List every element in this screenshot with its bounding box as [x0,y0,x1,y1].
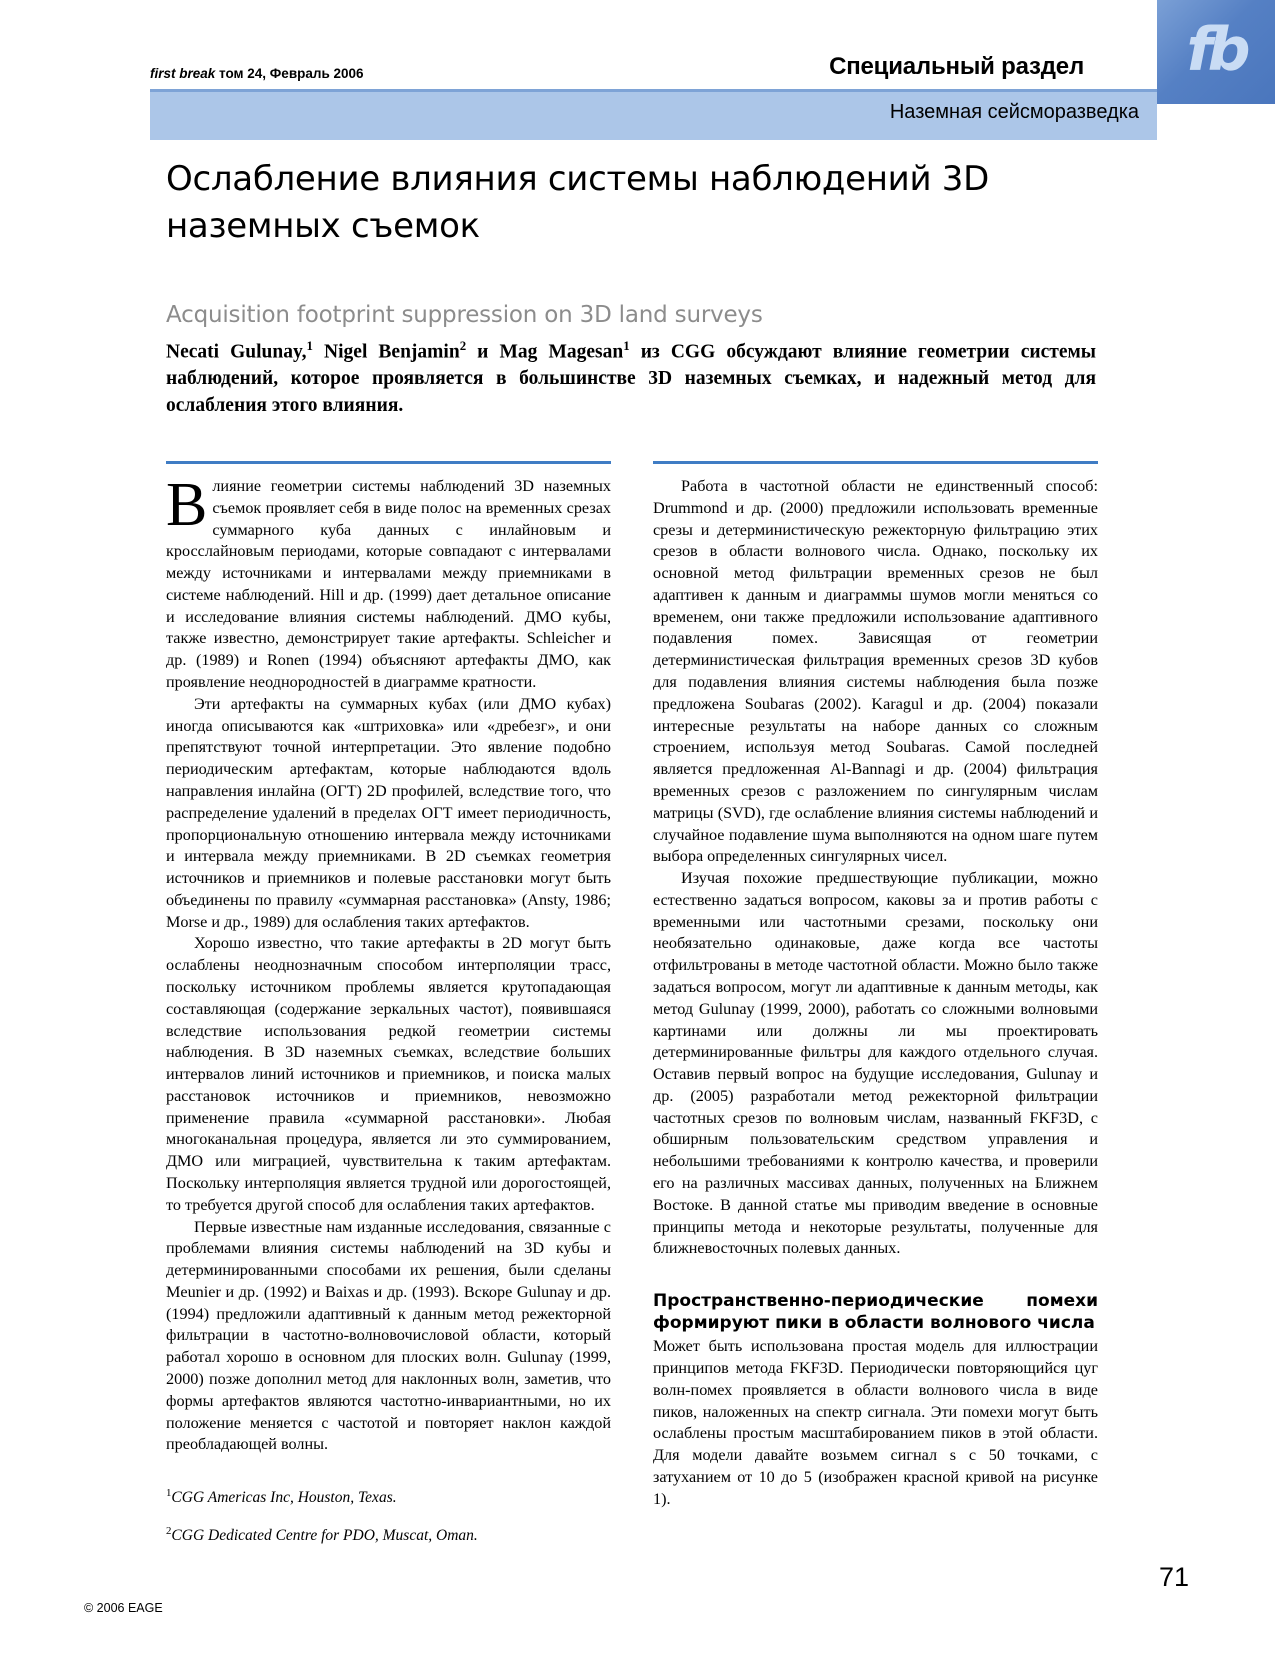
abstract-sup-2: 2 [459,339,467,353]
footnote-item [166,1525,611,1545]
page-header [0,0,1275,140]
body-paragraph: Эти артефакты на суммарных кубах (или ДМО кубах) иногда описываются как «штриховка» или «дребезг», и они препятствуют точной интерпретации. Это явление подобно периодическим артефактам, которые наблюдаются вдоль направления инлайна (ОГТ) 2D профилей, вследствие того, что распределение удалений в пределах ОГТ имеет периодичность, пропорциональную отношению интервала между источниками и интервала между приемниками. В 2D съемках геометрия источников и приемников и полевые расстановки могут быть объединены по правилу «суммарная расстановка» (Ansty, 1986; Morse и др., 1989) для ослабления таких артефактов. [166,694,611,931]
footnote-marker: 2 [166,1525,172,1538]
footnotes [166,1487,611,1563]
masthead-issue: том 24, Февраль 2006 [215,66,364,81]
subsection-label: Наземная сейсморазведка [889,101,1139,123]
footnote-text: CGG Dedicated Centre for PDO, Muscat, Oman. [171,1527,478,1545]
right-column [653,476,1098,1511]
drop-cap: В [166,471,208,539]
body-paragraph [166,471,611,694]
abstract-author-2: Nigel Benjamin [312,341,460,363]
section-title: Специальный раздел [829,53,1084,80]
left-column-rule [166,461,611,464]
abstract-body: из CGG обсуждают влияние геометрии системы наблюдений, которое проявляется в большинстве 3D наземных съемках, и надежный метод для ослабления этого влияния. [166,341,1096,417]
masthead-journal-name: first break [150,66,216,81]
body-paragraph: Работа в частотной области не единственный способ: Drummond и др. (2000) предложили использовать временные срезы и детерминистическую режекторную фильтрацию этих срезов в области волнового числа. Однако, поскольку их основной метод фильтрации временных срезов не был адаптивен к данным и диаграммы шумов могли меняться со временем, они также предложили использование адаптивного подавления помех. Зависящая от геометрии детерминистическая фильтрация временных срезов 3D кубов для подавления влияния системы наблюдения была позже предложена Soubaras (2002). Karagul и др. (2004) показали интересные результаты на наборе данных со сложным строением, используя метод Soubaras. Самой последней является предложенная Al-Bannagi и др. (2004) фильтрация временных срезов с разложением по сингулярным числам матрицы (SVD), где ослабление влияния системы наблюдений и случайное подавление шума выполняются на одном шаге путем выбора определенных сингулярных чисел. [653,477,1098,866]
abstract-sup-3: 1 [623,339,630,353]
masthead [150,66,364,81]
page-number: 71 [1158,1562,1189,1592]
abstract-author-3: и Mag Magesan [466,341,624,363]
fb-logo-icon: fb [1186,15,1246,85]
left-column [166,471,611,1456]
abstract-author-1: Necati Gulunay, [166,341,307,363]
page-subtitle: Acquisition footprint suppression on 3D land surveys [166,301,763,328]
section-heading: Пространственно-периодические помехи формируют пики в области волнового числа [653,1291,1098,1334]
body-paragraph: Первые известные нам изданные исследования, связанные с проблемами влияния системы наблюдений на 3D кубы и детерминированными способами их решения, были сделаны Meunier и др. (1992) и Baixas и др. (1993). Вскоре Gulunay и др. (1994) предложили адаптивный к данным метод режекторной фильтрации в частотно-волновочисловой области, который работал хорошо в основном для плоских волн. Gulunay (1999, 2000) позже дополнил метод для наклонных волн, заметив, что формы артефактов являются частотно-инвариантными, но их положение меняется с частотой и повторяет наклон каждой преобладающей волны. [166,1217,611,1454]
footnote-marker: 1 [166,1487,172,1499]
paragraph-text: лияние геометрии системы наблюдений 3D наземных съемок проявляет себя в виде полос на временных срезах суммарного куба данных с инлайновым и кросслайновым периодами, которые совпадают с интервалами между источниками и интервалами между приемниками в системе наблюдений. Hill и др. (1999) дает детальное описание и исследование влияния системы наблюдений. ДМО кубы, также известно, демонстрирует такие артефакты. Schleicher и др. (1989) и Ronen (1994) объясняют артефакты ДМО, как проявление неоднородностей в диаграмме кратности. [166,477,611,692]
right-column-rule [653,461,1098,464]
title-block [166,156,1096,328]
abstract-lead [166,338,1096,420]
body-paragraph: Хорошо известно, что такие артефакты в 2D могут быть ослаблены неоднозначным способом интерполяции трасс, поскольку источником проблемы является крутопадающая составляющая (содержание зеркальных частот), появившаяся вследствие использования редкой геометрии системы наблюдения. В 3D наземных съемках, вследствие больших интервалов линий источников и приемников, и поиска малых расстановок источников и приемников, невозможно применение правила «суммарной расстановки». Любая многоканальная процедура, является ли это суммированием, ДМО или миграцией, чувствительна к таким артефактам. Поскольку интерполяция является трудной или дорогостоящей, то требуется другой способ для ослабления таких артефактов. [166,934,611,1214]
subsection-band [150,92,1157,140]
publisher-logo [1157,0,1275,104]
footnote-item [166,1487,611,1507]
copyright-notice: © 2006 EAGE [84,1601,163,1615]
abstract-sup-1: 1 [306,339,313,353]
footnote-text: CGG Americas Inc, Houston, Texas. [171,1489,397,1507]
body-paragraph: Может быть использована простая модель для иллюстрации принципов метода FKF3D. Периодически повторяющийся цуг волн-помех проявляется в области волнового числа в виде пиков, наложенных на спектр сигнала. Эти помехи могут быть ослаблены простым масштабированием пиков в этой области. Для модели давайте возьмем сигнал s с 50 точками, с затуханием от 10 до 5 (изображен красной кривой на рисунке 1). [653,1337,1098,1508]
header-row [150,53,1084,81]
page-title: Ослабление влияния системы наблюдений 3D наземных съемок [166,159,989,246]
body-paragraph: Изучая похожие предшествующие публикации, можно естественно задаться вопросом, каковы за и против работы с временными или частотными срезами, поскольку они необязательно одинаковые, даже когда все частоты отфильтрованы в методе частотной области. Можно было также задаться вопросом, могут ли адаптивные к данным методы, как метод Gulunay (1999, 2000), работать со сложными волновыми картинами или должны ли мы проектировать детерминированные фильтры для каждого отдельного случая. Оставив первый вопрос на будущие исследования, Gulunay и др. (2005) разработали метод режекторной фильтрации частотных срезов по волновым числам, названный FKF3D, с обширным пользовательским средством управления и небольшими требованиями к контролю качества, и проверили его на различных массивах данных, полученных на Ближнем Востоке. В данной статье мы приводим введение в основные принципы метода и некоторые результаты, полученные для ближневосточных полевых данных. [653,869,1098,1258]
